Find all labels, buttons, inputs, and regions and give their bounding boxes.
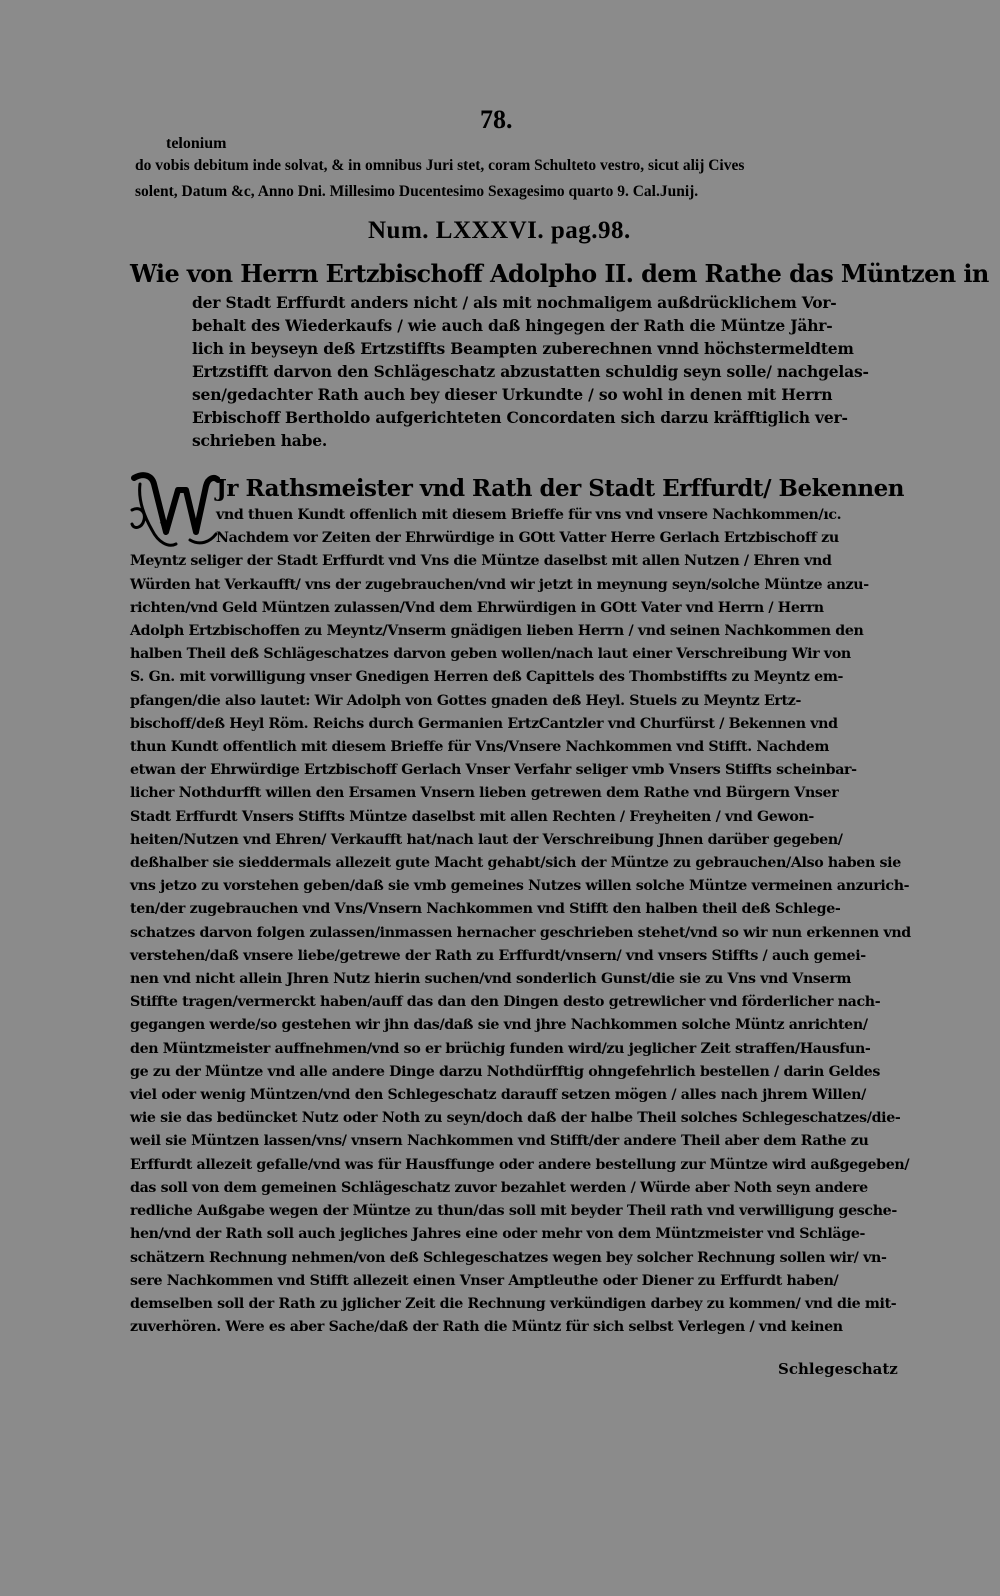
body-line: schatzes darvon folgen zulassen/inmassen hernacher geschrieben stehet/vnd so wir nun erkennen vnd [130,924,911,941]
body-line: halben Theil deß Schlägeschatzes darvon geben wollen/nach laut einer Verschreibung Wir von [130,646,851,663]
body-line: viel oder wenig Müntzen/vnd den Schlegeschatz darauff setzen mögen / alles nach jhrem Willen/ [130,1087,866,1104]
body-line: das soll von dem gemeinen Schlägeschatz zuvor bezahlet werden / Würde aber Noth seyn andere [130,1179,868,1196]
body-line: schätzern Rechnung nehmen/von deß Schlegeschatzes wegen bey solcher Rechnung sollen wir/ vn- [130,1249,887,1266]
body-line: Erffurdt allezeit gefalle/vnd was für Hausffunge oder andere bestellung zur Müntze wird außgegeben/ [130,1156,910,1173]
latin-text-block [135,153,905,205]
body-line: Jr Rathsmeister vnd Rath der Stadt Erffurdt/ Bekennen [216,475,904,502]
body-line: nen vnd nicht allein Jhren Nutz hierin suchen/vnd sonderlich Gunst/die sie zu Vns vnd Vnserm [130,971,852,988]
document-page [130,105,989,1405]
title-line: lich in beyseyn deß Ertzstiffts Beampten zuberechnen vnnd höchstermeldtem [192,339,854,358]
body-line: demselben soll der Rath zu jglicher Zeit die Rechnung verkündigen darbey zu kommen/ vnd die mit- [130,1295,897,1312]
body-line: verstehen/daß vnsere liebe/getrewe der Rath zu Erffurdt/vnsern/ vnd vnsers Stiffts / auch gemei- [130,947,866,964]
section-title [130,257,989,452]
body-line: gegangen werde/so gestehen wir jhn das/daß sie vnd jhre Nachkommen solche Müntz anrichten/ [130,1017,868,1034]
body-line: wie sie das bedüncket Nutz oder Noth zu seyn/doch daß der halbe Theil solches Schlegeschatzes/die- [130,1110,901,1127]
latin-line: solent, Datum &c, Anno Dni. Millesimo Ducentesimo Sexagesimo quarto 9. Cal.Junij. [135,183,699,200]
body-line: Nachdem vor Zeiten der Ehrwürdige in GOtt Vatter Herre Gerlach Ertzbischoff zu [216,530,839,547]
body-text [130,473,911,1339]
title-line: der Stadt Erffurdt anders nicht / als mit nochmaligem außdrücklichem Vor- [192,293,837,312]
title-line: Erbischoff Bertholdo aufgerichteten Concordaten sich darzu kräfftiglich ver- [192,408,848,427]
title-line: Ertzstifft darvon den Schlägeschatz abzustatten schuldig seyn solle/ nachgelas- [192,362,869,381]
latin-line: do vobis debitum inde solvat, & in omnibus Juri stet, coram Schulteto vestro, sicut alij Cives [135,157,745,174]
body-line: thun Kundt offentlich mit diesem Brieffe für Vns/Vnsere Nachkommen vnd Stifft. Nachdem [130,739,830,756]
title-line: Wie von Herrn Ertzbischoff Adolpho II. dem Rathe das Müntzen in [130,259,989,288]
body-line: pfangen/die also lautet: Wir Adolph von Gottes gnaden deß Heyl. Stuels zu Meyntz Ertz- [130,692,802,709]
body-line: Würden hat Verkaufft/ vns der zugebrauchen/vnd wir jetzt in meynung seyn/solche Müntze anzu- [130,576,869,593]
body-line: deßhalber sie sieddermals allezeit gute Macht gehabt/sich der Müntze zu gebrauchen/Also haben sie [130,855,901,872]
body-line: den Müntzmeister auffnehmen/vnd so er brüchig funden wird/zu jeglicher Zeit straffen/Hausfun- [130,1040,871,1057]
body-line: Adolph Ertzbischoffen zu Meyntz/Vnserm gnädigen lieben Herrn / vnd seinen Nachkommen den [130,623,864,640]
body-line: zuverhören. Were es aber Sache/daß der Rath die Müntz für sich selbst Verlegen / vnd keinen [130,1319,843,1336]
body-line: weil sie Müntzen lassen/vns/ vnsern Nachkommen vnd Stifft/der andere Theil aber dem Rathe zu [130,1133,869,1150]
body-line: richten/vnd Geld Müntzen zulassen/Vnd dem Ehrwürdigen in GOtt Vater vnd Herrn / Herrn [130,599,824,616]
document-number-heading: Num. LXXXVI. pag.98. [368,217,631,244]
title-line: behalt des Wiederkaufs / wie auch daß hingegen der Rath die Müntze Jähr- [192,316,833,335]
body-line: vns jetzo zu vorstehen geben/daß sie vmb gemeines Nutzes willen solche Müntze vermeinen anzurich- [130,878,910,895]
body-line: etwan der Ehrwürdige Ertzbischoff Gerlach Vnser Verfahr seliger vmb Vnsers Stiffts scheinbar- [130,762,857,779]
body-line: Stadt Erffurdt Vnsers Stiffts Müntze daselbst mit allen Rechten / Freyheiten / vnd Gewon- [130,808,814,825]
svg-text:W: W [160,522,172,533]
body-line: licher Nothdurfft willen den Ersamen Vnsern lieben getrewen dem Rathe vnd Bürgern Vnser [130,785,839,802]
body-line: hen/vnd der Rath soll auch jegliches Jahres eine oder mehr von dem Müntzmeister vnd Schläge- [130,1226,866,1243]
body-line: Stiffte tragen/vermerckt haben/auff das dan den Dingen desto getrewlicher vnd förderlicher nach- [130,994,881,1011]
body-line: S. Gn. mit vorwilligung vnser Gnedigen Herren deß Capittels des Thombstiffts zu Meyntz em- [130,669,844,686]
interlinear-gloss: telonium [166,135,227,152]
body-line: redliche Außgabe wegen der Müntze zu thun/das soll mit beyder Theil rath vnd verwilligung gesche- [130,1203,897,1220]
title-line: schrieben habe. [192,431,328,450]
page-number: 78. [480,105,513,134]
body-line: vnd thuen Kundt offenlich mit diesem Brieffe für vns vnd vnsere Nachkommen/ıc. [216,507,842,523]
body-line: bischoff/deß Heyl Röm. Reichs durch Germanien ErtzCantzler vnd Churfürst / Bekennen vnd [130,715,838,732]
body-line: ten/der zugebrauchen vnd Vns/Vnsern Nachkommen vnd Stifft den halben theil deß Schlege- [130,901,841,918]
body-line: Meyntz seliger der Stadt Erffurdt vnd Vns die Müntze daselbst mit allen Nutzen / Ehren vnd [130,553,832,570]
catchword: Schlegeschatz [778,1360,898,1378]
body-line: heiten/Nutzen vnd Ehren/ Verkaufft hat/nach laut der Verschreibung Jhnen darüber gegeben/ [130,831,843,848]
title-line: sen/gedachter Rath auch bey dieser Urkundte / so wohl in denen mit Herrn [192,385,833,404]
body-line: ge zu der Müntze vnd alle andere Dinge darzu Nothdürfftig ohngefehrlich bestellen / darin Geldes [130,1063,880,1080]
body-line: sere Nachkommen vnd Stifft allezeit einen Vnser Amptleuthe oder Diener zu Erffurdt haben/ [130,1272,839,1289]
